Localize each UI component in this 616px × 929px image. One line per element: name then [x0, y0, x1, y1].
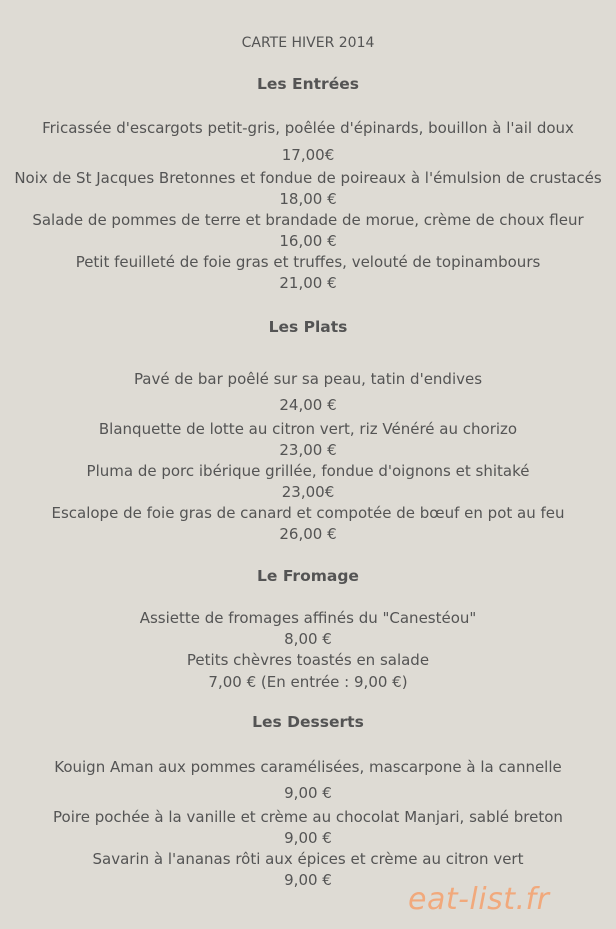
- dish-price: 18,00 €: [279, 190, 337, 208]
- dish-price: 8,00 €: [284, 630, 332, 648]
- dish-price: 16,00 €: [279, 232, 337, 250]
- dish-name: Kouign Aman aux pommes caramélisées, mascarpone à la cannelle: [54, 758, 562, 776]
- section-heading-plats: Les Plats: [268, 318, 348, 336]
- dish-name: Poire pochée à la vanille et crème au chocolat Manjari, sablé breton: [53, 808, 563, 826]
- section-heading-desserts: Les Desserts: [252, 713, 364, 731]
- section-heading-entrees: Les Entrées: [257, 75, 359, 93]
- dish-name: Noix de St Jacques Bretonnes et fondue de poireaux à l'émulsion de crustacés: [14, 169, 602, 187]
- dish-name: Salade de pommes de terre et brandade de morue, crème de choux fleur: [32, 211, 584, 229]
- dish-price: 21,00 €: [279, 274, 337, 292]
- dish-name: Pluma de porc ibérique grillée, fondue d'oignons et shitaké: [86, 462, 530, 480]
- menu-title: CARTE HIVER 2014: [241, 35, 375, 51]
- dish-price: 26,00 €: [279, 525, 337, 543]
- dish-price: 24,00 €: [279, 396, 337, 414]
- dish-price: 9,00 €: [284, 784, 332, 802]
- dish-name: Savarin à l'ananas rôti aux épices et crème au citron vert: [92, 850, 524, 868]
- dish-price: 9,00 €: [284, 871, 332, 889]
- dish-price: 7,00 € (En entrée : 9,00 €): [208, 673, 408, 691]
- section-heading-fromage: Le Fromage: [257, 567, 359, 585]
- dish-name: Petit feuilleté de foie gras et truffes, velouté de topinambours: [75, 253, 541, 271]
- dish-name: Escalope de foie gras de canard et compotée de bœuf en pot au feu: [51, 504, 565, 522]
- dish-name: Assiette de fromages affinés du "Canestéou": [139, 609, 477, 627]
- dish-name: Pavé de bar poêlé sur sa peau, tatin d'endives: [133, 370, 483, 388]
- watermark-logo: eat-list.fr: [408, 882, 550, 917]
- dish-name: Petits chèvres toastés en salade: [186, 651, 430, 669]
- dish-price: 17,00€: [281, 146, 335, 164]
- dish-name: Blanquette de lotte au citron vert, riz Vénéré au chorizo: [98, 420, 518, 438]
- dish-price: 23,00 €: [279, 441, 337, 459]
- dish-price: 23,00€: [281, 483, 335, 501]
- dish-name: Fricassée d'escargots petit-gris, poêlée d'épinards, bouillon à l'ail doux: [42, 119, 574, 137]
- dish-price: 9,00 €: [284, 829, 332, 847]
